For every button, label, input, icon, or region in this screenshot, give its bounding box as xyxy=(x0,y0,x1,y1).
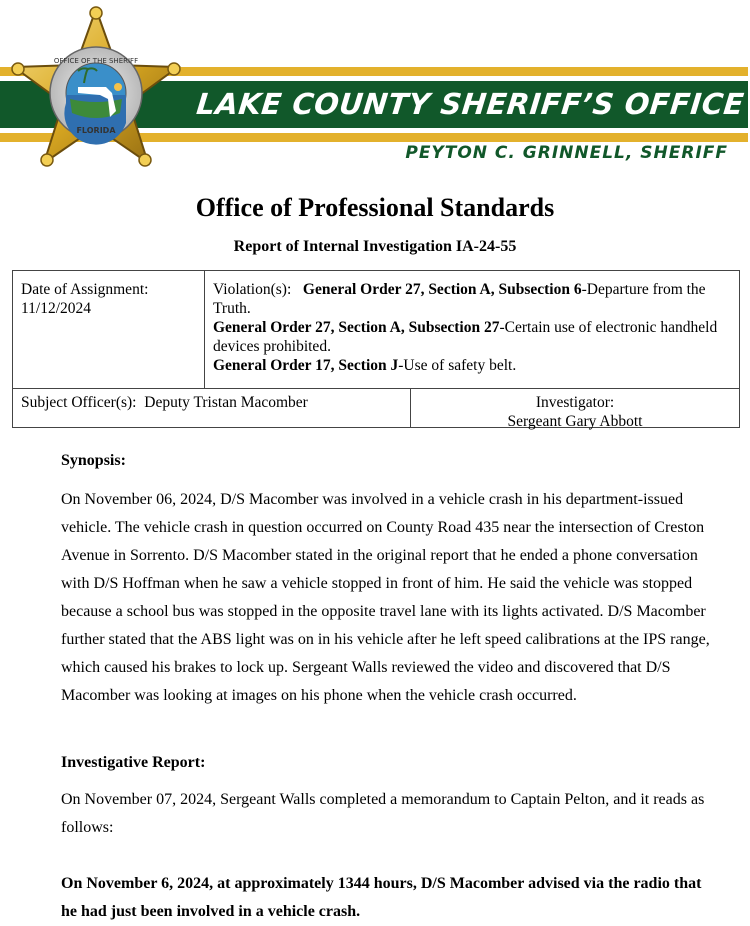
investigator-cell xyxy=(411,389,739,431)
svg-text:OFFICE OF THE SHERIFF: OFFICE OF THE SHERIFF xyxy=(53,57,139,65)
date-of-assignment-value: 11/12/2024 xyxy=(21,300,92,317)
page-title: Office of Professional Standards xyxy=(195,193,555,222)
table-row xyxy=(13,271,739,389)
violation-item xyxy=(213,356,731,375)
violation-item xyxy=(213,318,731,356)
violation-description: -Certain use of electronic handheld devices prohibited. xyxy=(213,319,718,355)
investigator-label: Investigator: xyxy=(535,394,615,411)
sheriff-name: PEYTON C. GRINNELL, SHERIFF xyxy=(405,143,728,163)
svg-text:FLORIDA: FLORIDA xyxy=(76,126,116,135)
violation-code: General Order 27, Section A, Subsection 6 xyxy=(302,281,582,298)
date-of-assignment-label: Date of Assignment: xyxy=(21,281,149,298)
subject-officer-value: Deputy Tristan Macomber xyxy=(144,394,308,411)
violation-description: -Use of safety belt. xyxy=(398,357,517,374)
synopsis-section xyxy=(61,450,711,710)
violation-item xyxy=(213,280,731,318)
subject-officer-cell xyxy=(13,389,411,427)
violations-label: Violation(s): xyxy=(213,281,292,298)
investigative-report-section xyxy=(61,752,711,926)
case-info-table xyxy=(12,270,740,428)
sheriff-star-badge-icon xyxy=(8,3,184,181)
synopsis-heading: Synopsis: xyxy=(61,452,126,469)
violation-code: General Order 17, Section J xyxy=(213,357,399,374)
investigative-report-intro: On November 07, 2024, Sergeant Walls completed a memorandum to Captain Pelton, and it reads as follows: xyxy=(61,791,705,836)
investigator-value: Sergeant Gary Abbott xyxy=(507,413,643,430)
table-row xyxy=(13,389,739,430)
memorandum-excerpt: On November 6, 2024, at approximately 1344 hours, D/S Macomber advised via the radio that he had just been involved in a vehicle crash. xyxy=(61,875,702,920)
violation-description: -Departure from the Truth. xyxy=(213,281,706,317)
agency-name: LAKE COUNTY SHERIFF’S OFFICE xyxy=(194,87,746,121)
synopsis-text: On November 06, 2024, D/S Macomber was involved in a vehicle crash in his department-issued vehicle. The vehicle crash in question occurred on County Road 435 near the intersection of Creston Avenue in Sorrento. D/S Macomber stated in the original report that he ended a phone conversation with D/S Hoffman when he saw a vehicle stopped in front of him. He said the vehicle was stopped because a school bus was stopped in the opposite travel lane with its lights activated. D/S Macomber further stated that the ABS light was on in his vehicle after he left speed calibrations at the IPS range, which caused his brakes to lock up. Sergeant Walls reviewed the video and discovered that D/S Macomber was looking at images on his phone when the vehicle crash occurred. xyxy=(61,491,710,704)
violations-cell xyxy=(205,271,739,397)
subject-officer-label: Subject Officer(s): xyxy=(21,394,137,411)
report-title: Report of Internal Investigation IA-24-55 xyxy=(233,238,517,255)
date-of-assignment-cell xyxy=(13,271,205,388)
letterhead xyxy=(0,0,750,185)
violation-code: General Order 27, Section A, Subsection 27 xyxy=(213,319,500,336)
investigative-report-heading: Investigative Report: xyxy=(61,754,206,771)
